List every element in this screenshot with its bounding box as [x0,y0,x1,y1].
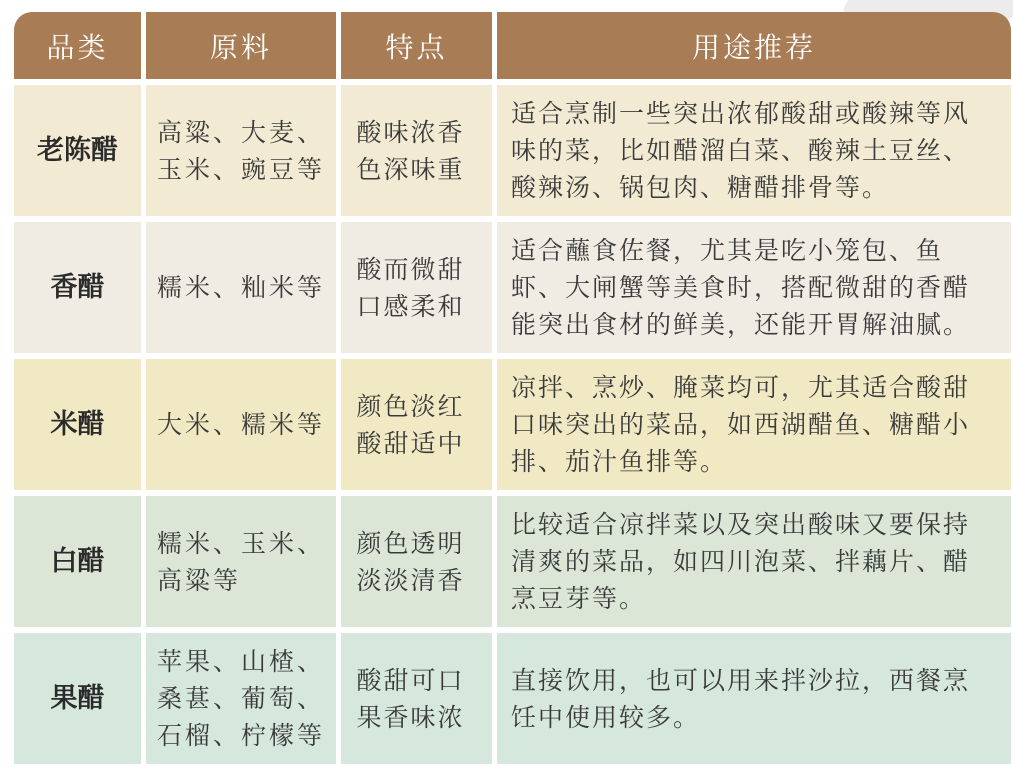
row-material: 糯米、籼米等 [157,273,326,302]
row-feature-cell [341,85,492,216]
row-use: 直接饮用，也可以用来拌沙拉，西餐烹饪中使用较多。 [511,665,971,732]
row-name: 白醋 [50,546,105,577]
row-name: 老陈醋 [37,135,118,166]
row-use-cell [497,496,1011,627]
row-material-cell [146,359,336,490]
row-name-cell [14,85,141,216]
header-category: 品类 [14,12,141,79]
row-feature-cell [341,496,492,627]
row-material-cell [146,85,336,216]
row-use: 比较适合凉拌菜以及突出酸味又要保持清爽的菜品，如四川泡菜、拌藕片、醋烹豆芽等。 [511,510,971,613]
row-feature: 酸而微甜口感柔和 [356,254,465,321]
row-name-cell [14,633,141,764]
vinegar-table [14,12,1004,760]
row-name-cell [14,222,141,353]
row-use: 适合蘸食佐餐，尤其是吃小笼包、鱼虾、大闸蟹等美食时，搭配微甜的香醋能突出食材的鲜美，还能开胃解油腻。 [511,236,971,339]
row-material-cell [146,633,336,764]
row-feature: 酸味浓香色深味重 [356,117,465,184]
row-feature-cell [341,633,492,764]
row-feature-cell [341,359,492,490]
row-material: 大米、糯米等 [157,410,326,439]
row-use-cell [497,222,1011,353]
row-name: 米醋 [50,409,105,440]
header-feature: 特点 [341,12,492,79]
row-feature: 颜色透明淡淡清香 [356,528,465,595]
row-material: 高粱、大麦、玉米、豌豆等 [157,117,326,184]
row-material: 糯米、玉米、高粱等 [157,528,326,595]
row-feature-cell [341,222,492,353]
row-use: 凉拌、烹炒、腌菜均可，尤其适合酸甜口味突出的菜品，如西湖醋鱼、糖醋小排、茄汁鱼排等。 [511,373,971,476]
row-use-cell [497,633,1011,764]
row-feature: 颜色淡红酸甜适中 [356,391,465,458]
row-use: 适合烹制一些突出浓郁酸甜或酸辣等风味的菜，比如醋溜白菜、酸辣土豆丝、酸辣汤、锅包肉、糖醋排骨等。 [511,99,971,202]
row-use-cell [497,359,1011,490]
row-material-cell [146,222,336,353]
row-name: 果醋 [50,683,105,714]
header-material: 原料 [146,12,336,79]
row-name-cell [14,359,141,490]
row-material: 苹果、山楂、桑葚、葡萄、石榴、柠檬等 [157,647,326,750]
row-use-cell [497,85,1011,216]
row-name: 香醋 [50,272,105,303]
row-feature: 酸甜可口果香味浓 [356,665,465,732]
row-name-cell [14,496,141,627]
header-use: 用途推荐 [497,12,1011,79]
row-material-cell [146,496,336,627]
